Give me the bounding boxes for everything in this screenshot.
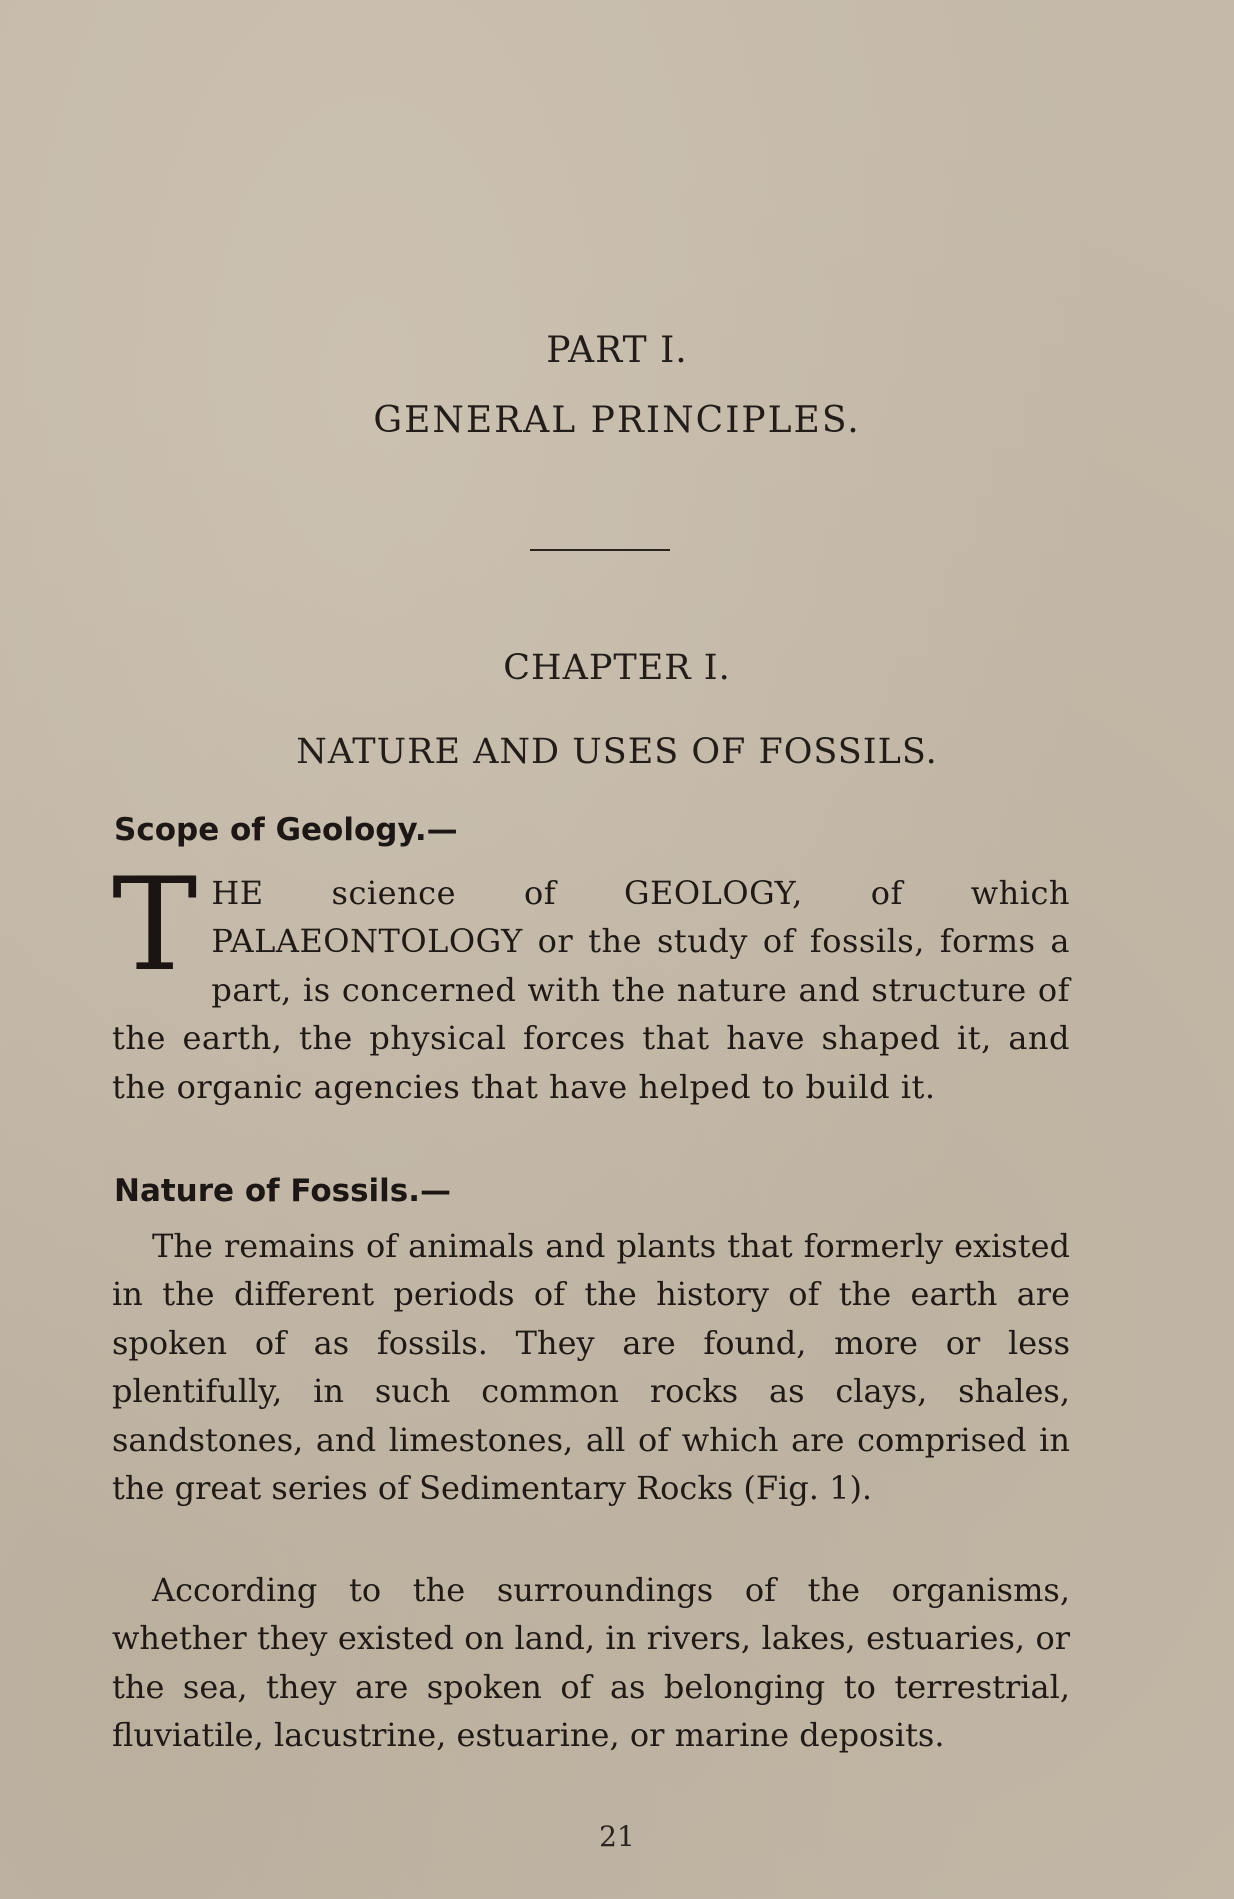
section-heading-nature: Nature of Fossils.— xyxy=(114,1173,452,1209)
paragraph-nature-2: According to the surroundings of the organisms, whether they existed on land, in rivers, lakes, estuaries, or the sea, they are spoken of as belonging to terrestrial, fluviatile, lacustrine, estuarine, or marine deposits. xyxy=(112,1571,1070,1755)
divider-rule xyxy=(530,549,670,551)
paragraph-scope-text: HE science of GEOLOGY, of which PALAEONTOLOGY or the study of fossils, forms a part, is concerned with the nature and structure of the earth, the physical forces that have shaped it, and the organic agencies that have helped to build it. xyxy=(112,874,1070,1106)
chapter-title: CHAPTER I. xyxy=(503,648,731,688)
page-number: 21 xyxy=(599,1820,635,1853)
section-heading-scope: Scope of Geology.— xyxy=(114,812,458,848)
part-title: PART I. xyxy=(546,330,688,371)
part-subtitle: GENERAL PRINCIPLES. xyxy=(373,400,861,441)
drop-cap: T xyxy=(112,851,198,1000)
chapter-subtitle: NATURE AND USES OF FOSSILS. xyxy=(296,732,938,772)
paragraph-nature-1: The remains of animals and plants that formerly existed in the different periods of the history of the earth are spoken of as fossils. They are found, more or less plentifully, in such common rocks as clays, shales, sandstones, and limestones, all of which are comprised in the great series of Sedimentary Rocks (Fig. 1). xyxy=(112,1227,1070,1508)
paragraph-scope xyxy=(112,851,1070,1111)
